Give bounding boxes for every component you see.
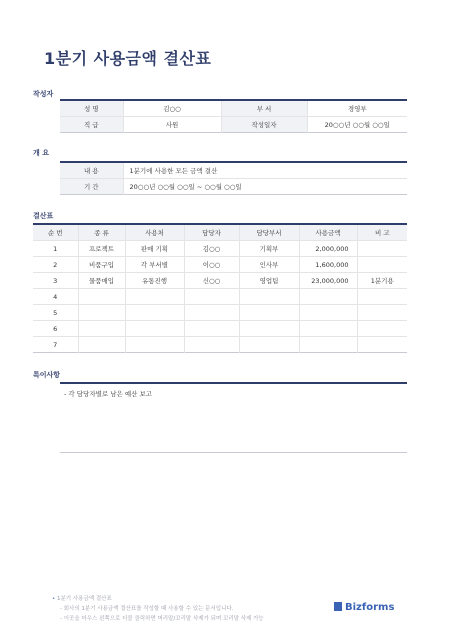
cell-no: 6 bbox=[33, 321, 78, 337]
table-row bbox=[33, 337, 407, 353]
cell-remarks bbox=[357, 337, 407, 353]
col-header-department: 담당부서 bbox=[239, 224, 299, 241]
cell-no: 1 bbox=[33, 241, 78, 257]
cell-usage bbox=[125, 321, 184, 337]
cell-department bbox=[239, 305, 299, 321]
table-row bbox=[33, 289, 407, 305]
dept-label: 부 서 bbox=[221, 100, 307, 117]
cell-type bbox=[78, 305, 125, 321]
overview-section-heading: 개 요 bbox=[33, 149, 49, 157]
cell-no: 2 bbox=[33, 257, 78, 273]
col-header-amount: 사용금액 bbox=[299, 224, 357, 241]
name-label: 성 명 bbox=[60, 100, 123, 117]
table-row bbox=[33, 305, 407, 321]
cell-type: 프로젝트 bbox=[78, 241, 125, 257]
cell-remarks bbox=[357, 257, 407, 273]
period-value: 20○○년 ○○월 ○○일 ~ ○○월 ○○일 bbox=[123, 179, 407, 195]
footer-line-1: 1분기 사용금액 결산표 bbox=[57, 596, 112, 602]
table-row bbox=[33, 257, 407, 273]
cell-type bbox=[78, 289, 125, 305]
notes-text: - 각 담당자별로 남은 예산 보고 bbox=[64, 390, 153, 398]
content-label: 내 용 bbox=[60, 162, 123, 179]
cell-department bbox=[239, 337, 299, 353]
cell-no: 5 bbox=[33, 305, 78, 321]
cell-amount bbox=[299, 337, 357, 353]
notes-section-heading: 특이사항 bbox=[33, 371, 61, 379]
footer-line-3: - 이곳을 마우스 왼쪽으로 더블 클릭하면 머리말/꼬리말 삭제가 되며 꼬리말 삭제 가능 bbox=[60, 616, 264, 622]
cell-amount: 23,000,000 bbox=[299, 273, 357, 289]
bizforms-logo-text: Bizforms bbox=[345, 602, 395, 613]
cell-manager bbox=[184, 305, 239, 321]
author-section-heading: 작성자 bbox=[33, 90, 54, 98]
settlement-table bbox=[33, 223, 407, 353]
cell-manager bbox=[184, 289, 239, 305]
col-header-remarks: 비 고 bbox=[357, 224, 407, 241]
cell-type bbox=[78, 321, 125, 337]
cell-department bbox=[239, 289, 299, 305]
cell-remarks bbox=[357, 241, 407, 257]
cell-usage: 유통진행 bbox=[125, 273, 184, 289]
page-title: 1분기 사용금액 결산표 bbox=[44, 49, 212, 68]
settlement-header-row bbox=[33, 224, 407, 241]
cell-manager: 이○○ bbox=[184, 257, 239, 273]
footer-description bbox=[52, 594, 264, 624]
period-label: 기 간 bbox=[60, 179, 123, 195]
cell-remarks: 1분기용 bbox=[357, 273, 407, 289]
table-row bbox=[33, 273, 407, 289]
cell-type bbox=[78, 337, 125, 353]
cell-amount bbox=[299, 305, 357, 321]
cell-usage: 각 부서별 bbox=[125, 257, 184, 273]
cell-usage bbox=[125, 305, 184, 321]
cell-remarks bbox=[357, 305, 407, 321]
dept-value: 경영부 bbox=[307, 100, 407, 117]
settlement-section-heading: 결산표 bbox=[33, 212, 54, 220]
cell-department bbox=[239, 321, 299, 337]
col-header-type: 종 류 bbox=[78, 224, 125, 241]
author-table bbox=[60, 99, 407, 133]
bullet-icon: • bbox=[52, 596, 56, 602]
col-header-manager: 담당자 bbox=[184, 224, 239, 241]
cell-type: 비품구입 bbox=[78, 257, 125, 273]
cell-department: 영업팀 bbox=[239, 273, 299, 289]
table-row bbox=[33, 241, 407, 257]
cell-usage bbox=[125, 337, 184, 353]
footer-line-2: - 회사의 1분기 사용금액 결산표를 작성할 때 사용할 수 있는 문서입니다. bbox=[60, 606, 234, 612]
content-value: 1분기에 사용한 모든 금액 결산 bbox=[123, 162, 407, 179]
cell-manager bbox=[184, 337, 239, 353]
notes-box bbox=[60, 382, 407, 453]
cell-amount: 1,600,000 bbox=[299, 257, 357, 273]
overview-table bbox=[60, 161, 407, 195]
cell-usage: 판매 기획 bbox=[125, 241, 184, 257]
cell-manager: 김○○ bbox=[184, 241, 239, 257]
cell-remarks bbox=[357, 321, 407, 337]
bizforms-logo bbox=[334, 602, 394, 613]
cell-no: 7 bbox=[33, 337, 78, 353]
cell-amount: 2,000,000 bbox=[299, 241, 357, 257]
date-value: 20○○년 ○○월 ○○일 bbox=[307, 117, 407, 133]
cell-no: 3 bbox=[33, 273, 78, 289]
cell-manager bbox=[184, 321, 239, 337]
cell-usage bbox=[125, 289, 184, 305]
cell-amount bbox=[299, 321, 357, 337]
rank-label: 직 급 bbox=[60, 117, 123, 133]
cell-remarks bbox=[357, 289, 407, 305]
rank-value: 사원 bbox=[123, 117, 221, 133]
cell-manager: 신○○ bbox=[184, 273, 239, 289]
cell-department: 인사부 bbox=[239, 257, 299, 273]
cell-amount bbox=[299, 289, 357, 305]
col-header-usage: 사용처 bbox=[125, 224, 184, 241]
bizforms-logo-icon bbox=[334, 602, 342, 611]
date-label: 작성일자 bbox=[221, 117, 307, 133]
table-row bbox=[33, 321, 407, 337]
cell-type: 물품매입 bbox=[78, 273, 125, 289]
cell-department: 기획부 bbox=[239, 241, 299, 257]
cell-no: 4 bbox=[33, 289, 78, 305]
col-header-no: 순 번 bbox=[33, 224, 78, 241]
name-value: 김○○ bbox=[123, 100, 221, 117]
